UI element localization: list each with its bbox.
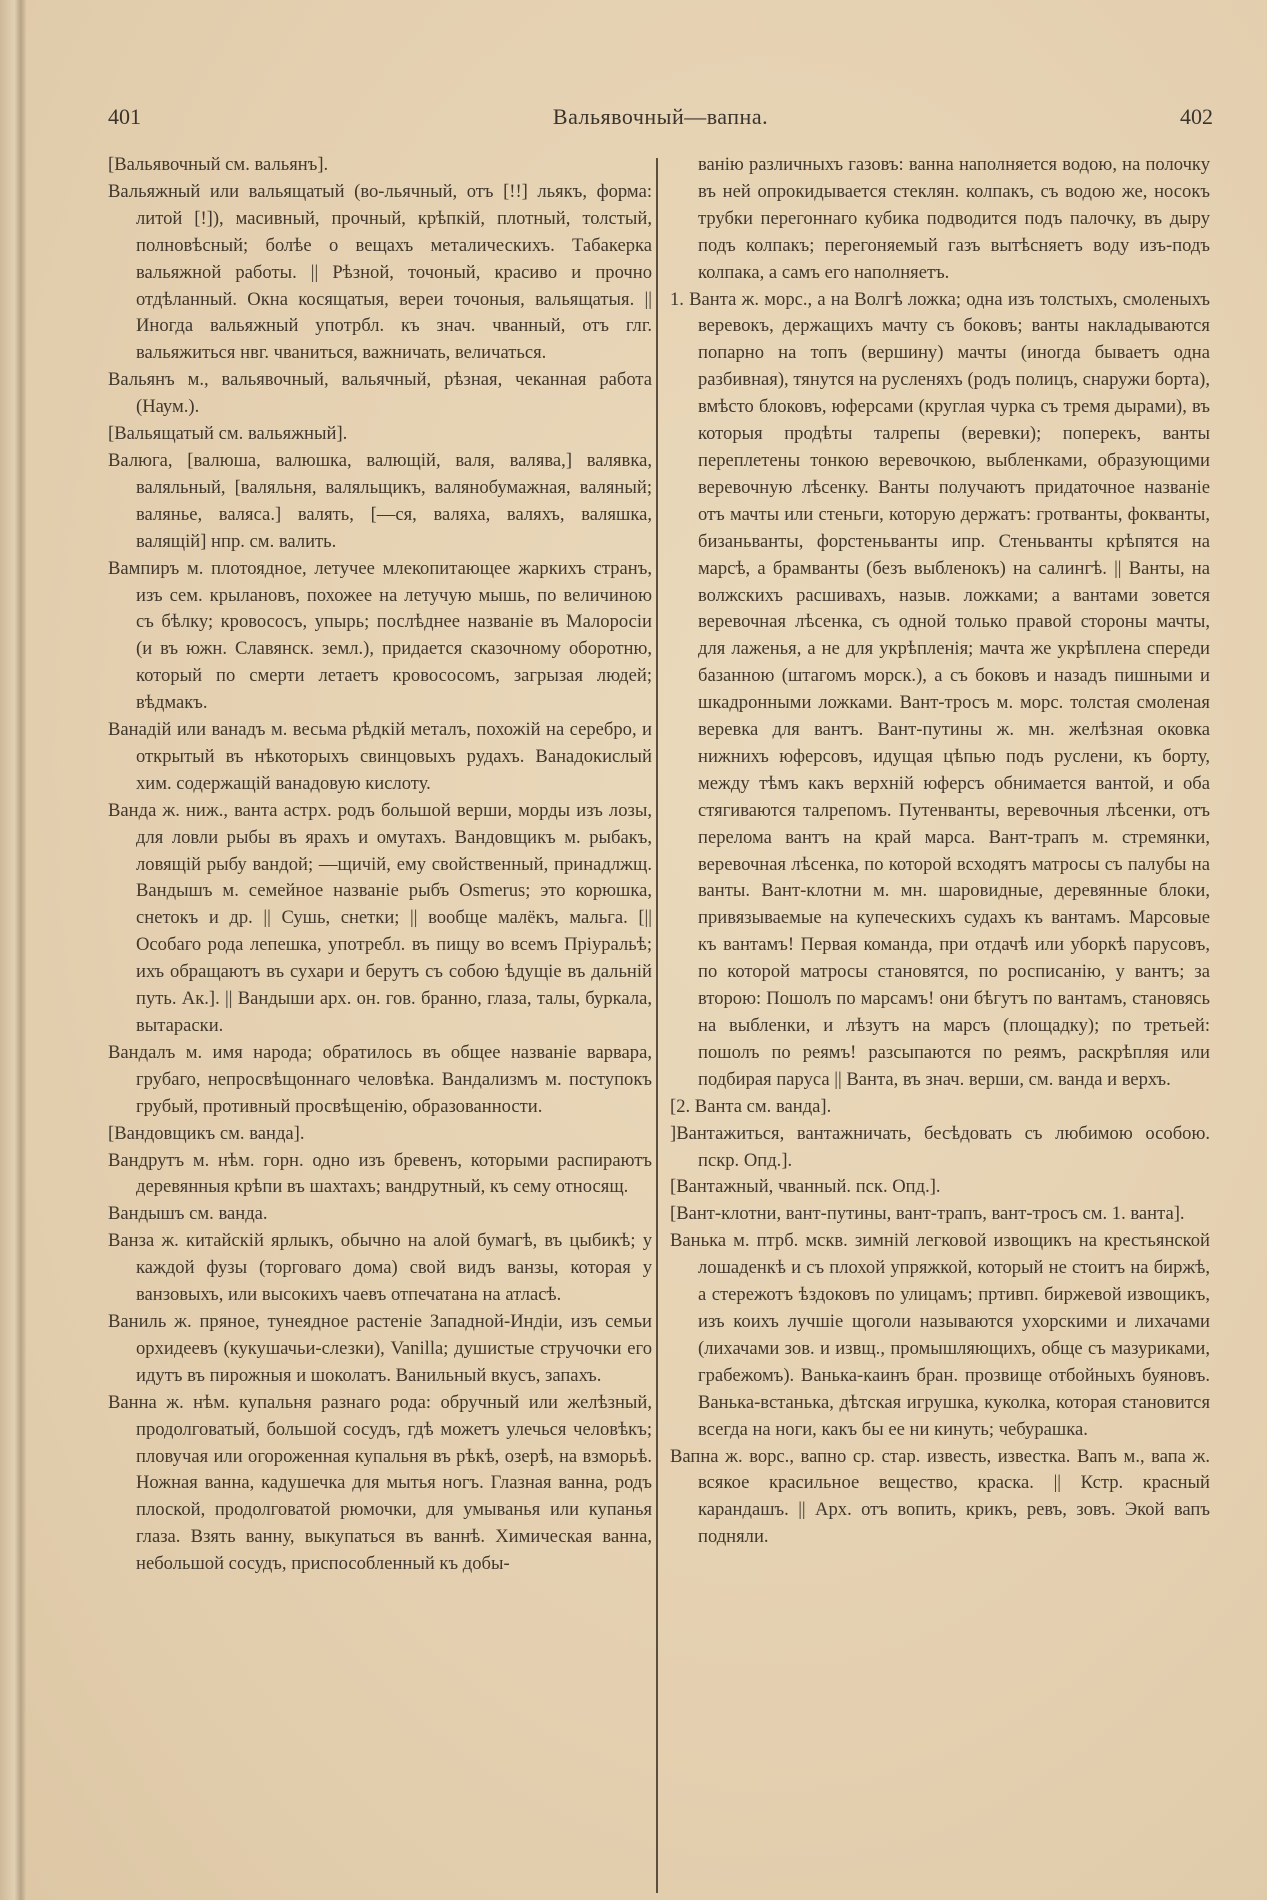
dictionary-entry: Вандалъ м. имя народа; обратилось въ общее названіе варвара, грубаго, непросвѣщоннаго человѣка. Вандализмъ м. поступокъ грубый, противный просвѣщенію, образованности. [108,1041,652,1117]
dictionary-entry: Ванда ж. ниж., ванта астрх. родъ большой верши, морды изъ лозы, для ловли рыбы въ ярахъ и омутахъ. Вандовщикъ м. рыбакъ, ловящій рыбу вандой; —щичій, ему свойственный, принадлжщ. Вандышъ м. семейное названіе рыбъ Osmerus; это корюшка, снетокъ и др. || Сушь, снетки; || вообще малёкъ, мальга. [|| Особаго рода лепешка, употребл. въ пищу во всемъ Пріуральѣ; ихъ обращаютъ въ сухари и берутъ съ собою ѣдущіе въ дальній путь. Ак.]. || Вандыши арх. он. гов. бранно, глаза, талы, буркала, вытараски. [108,799,652,1036]
dictionary-entry: [Вант-клотни, вант-путины, вант-трапъ, вант-тросъ см. 1. ванта]. [670,1203,1185,1225]
dictionary-entry: Вапна ж. ворс., вапно ср. стар. известь, известка. Вапъ м., вапа ж. всякое красильное вещество, краска. || Кстр. красный карандашъ. || Арх. отъ вопить, крикъ, ревъ, зовъ. Экой вапъ подняли. [670,1445,1210,1548]
left-column [108,152,652,1578]
dictionary-entry: Ванза ж. китайскій ярлыкъ, обычно на алой бумагѣ, въ цыбикѣ; у каждой фузы (торговаго дома) свой видъ ванзы, которая у ванзовыхъ, или высокихъ чаевъ отпечатана на атласѣ. [108,1230,652,1306]
dictionary-entry: Ванадій или ванадъ м. весьма рѣдкій металъ, похожій на серебро, и открытый въ нѣкоторыхъ свинцовыхъ рудахъ. Ванадокислый хим. содержащій ванадовую кислоту. [108,719,652,794]
dictionary-entry: [2. Ванта см. ванда]. [670,1095,832,1117]
column-divider [656,158,658,1893]
dictionary-entry: Ванька м. птрб. мскв. зимній легковой извощикъ на крестьянской лошаденкѣ и съ плохой упряжкой, который не стоитъ на биржѣ, а стережотъ ѣздоковъ по улицамъ; пртивп. биржевой извощикъ, изъ коихъ лучшіе щоголи называются ухорскими и лихачами (лихачами зов. и извщ., промышляющихъ, обще съ мазуриками, грабежомъ). Ванька-каинъ бран. прозвище отбойныхъ буяновъ. Ванька-встанька, дѣтская игрушка, куколка, которая становится всегда на ноги, какъ бы ее ни кинуть; чебурашка. [670,1230,1210,1440]
book-binding-edge [0,0,26,1900]
running-title: Вальявочный—вапна. [552,104,769,129]
entry-continuation: ванію различныхъ газовъ: ванна наполняется водою, на полочку въ ней опрокидывается стеклян. колпакъ, съ водою же, носокъ трубки перегоннаго кубика подводится подъ палочку, въ дыру подъ колпакъ; перегоняемый газъ вытѣсняетъ воду изъ-подъ колпака, а самъ его наполняетъ. [698,154,1210,283]
dictionary-entry: Вальянъ м., вальявочный, вальячный, рѣзная, чеканная работа (Наум.). [108,369,652,418]
dictionary-entry: Валюга, [валюша, валюшка, валющій, валя, валява,] валявка, валяльный, [валяльня, валяльщикъ, валянобумажная, валяный; валянье, валяса.] валять, [—ся, валяха, валяхъ, валяшка, валящій] нпр. см. валить. [108,449,652,552]
page-number-left: 401 [108,104,141,129]
dictionary-entry: Ванна ж. нѣм. купальня разнаго рода: обручный или желѣзный, продолговатый, большой сосудъ, гдѣ можетъ улечься человѣкъ; пловучая или огороженная купальня въ рѣкѣ, озерѣ, на взморьѣ. Ножная ванна, кадушечка для мытья ногъ. Глазная ванна, родъ плоской, продолговатой рюмочки, для умыванья или купанья глаза. Взять ванну, выкупаться въ ваннѣ. Химическая ванна, небольшой сосудъ, приспособленный къ добы- [108,1391,652,1575]
dictionary-entry: [Вальявочный см. вальянъ]. [108,154,329,175]
dictionary-entry: [Вантажный, чванный. пск. Опд.]. [670,1176,941,1198]
right-column [670,152,1210,1551]
page-number-right: 402 [1180,104,1213,129]
dictionary-entry: Ваниль ж. пряное, тунеядное растеніе Западной-Индіи, изъ семьи орхидеевъ (кукушачьи-слезки), Vanilla; душистые стручочки его идутъ въ пирожныя и шоколатъ. Ванильный вкусъ, запахъ. [108,1310,652,1386]
dictionary-entry: Вальяжный или вальящатый (во-льячный, отъ [!!] льякъ, форма: литой [!]), масивный, прочный, крѣпкій, плотный, толстый, полновѣсный; болѣе о вещахъ металическихъ. Табакерка вальяжной работы. || Рѣзной, точоный, красиво и прочно отдѣланный. Окна косящатыя, вереи точоныя, вальящатыя. || Иногда вальяжный употрбл. къ знач. чванный, отъ глг. вальяжиться нвг. чваниться, важничать, величаться. [108,180,652,364]
dictionary-entry: [Вандовщикъ см. ванда]. [108,1122,305,1144]
dictionary-entry: Вандрутъ м. нѣм. горн. одно изъ бревенъ, которыми распираютъ деревянныя крѣпи въ шахтахъ; вандрутный, къ сему относящ. [108,1149,652,1198]
dictionary-entry: [Вальящатый см. вальяжный]. [108,423,348,445]
dictionary-entry: 1. Ванта ж. морс., а на Волгѣ ложка; одна изъ толстыхъ, смоленыхъ веревокъ, держащихъ мачту съ боковъ; ванты накладываются попарно на топъ (вершину) мачты (иногда бываетъ одна разбивная), тянутся на русленяхъ (родъ полицъ, снаружи борта), вмѣсто блоковъ, юферсами (круглая чурка съ тремя дырами), въ которыя продѣты талрепы (веревки); поперекъ, ванты переплетены тонкою веревочкою, выбленками, образующими веревочную лѣсенку. Ванты получаютъ придаточное названіе отъ мачты или стеньги, которую держатъ: гротванты, фокванты, бизаньванты, форстеньванты ипр. Стеньванты крѣпятся на марсѣ, а брамванты (безъ выбленокъ) на салингѣ. || Ванты, на волжскихъ расшивахъ, назыв. ложками; а вантами зовется веревочная лѣсенка, съ одной только правой стороны мачты, для лаженья, а не для укрѣпленія; мачта же укрѣплена спереди базанною (штагомъ морск.), а съ боковъ и назадъ пишными и шкадронными ложками. Вант-тросъ м. морс. толстая смоленая веревка для вантъ. Вант-путины ж. мн. желѣзная оковка нижнихъ юферсовъ, идущая цѣпью подъ руслени, къ борту, между тѣмъ какъ верхній юферсъ обнимается вантой, и оба стягиваются талрепомъ. Путенванты, веревочныя лѣсенки, отъ перелома вантъ на край марса. Вант-трапъ м. стремянки, веревочная лѣсенка, по которой всходятъ матросы съ палубы на ванты. Вант-клотни м. мн. шаровидные, деревянные блоки, привязываемые на купеческихъ судахъ къ вантамъ. Марсовые къ вантамъ! Первая команда, при отдачѣ или уборкѣ парусовъ, по которой матросы становятся, по росписанію, у вантъ; за второю: Пошолъ по марсамъ! они бѣгутъ по вантамъ, становясь на выбленки, и лѣзутъ на марсъ (площадку); по третьей: пошолъ по реямъ! разсыпаются по реямъ, раскрѣпляя или подбирая паруса || Ванта, въ знач. верши, см. ванда и верхъ. [670,288,1210,1090]
dictionary-entry: Вампиръ м. плотоядное, летучее млекопитающее жаркихъ странъ, изъ сем. крылановъ, похожее на летучую мышь, по величиною съ бѣлку; кровососъ, упырь; послѣднее названіе въ Малоросіи (и въ южн. Славянск. земл.), придается сказочному оборотню, который по смерти летаетъ кровососомъ, загрызая людей; вѣдмакъ. [108,557,652,714]
page-header [108,100,1213,134]
dictionary-entry: Вандышъ см. ванда. [108,1203,268,1225]
dictionary-entry: ]Вантажиться, вантажничать, бесѣдовать съ любимою особою. пскр. Опд.]. [670,1122,1210,1171]
